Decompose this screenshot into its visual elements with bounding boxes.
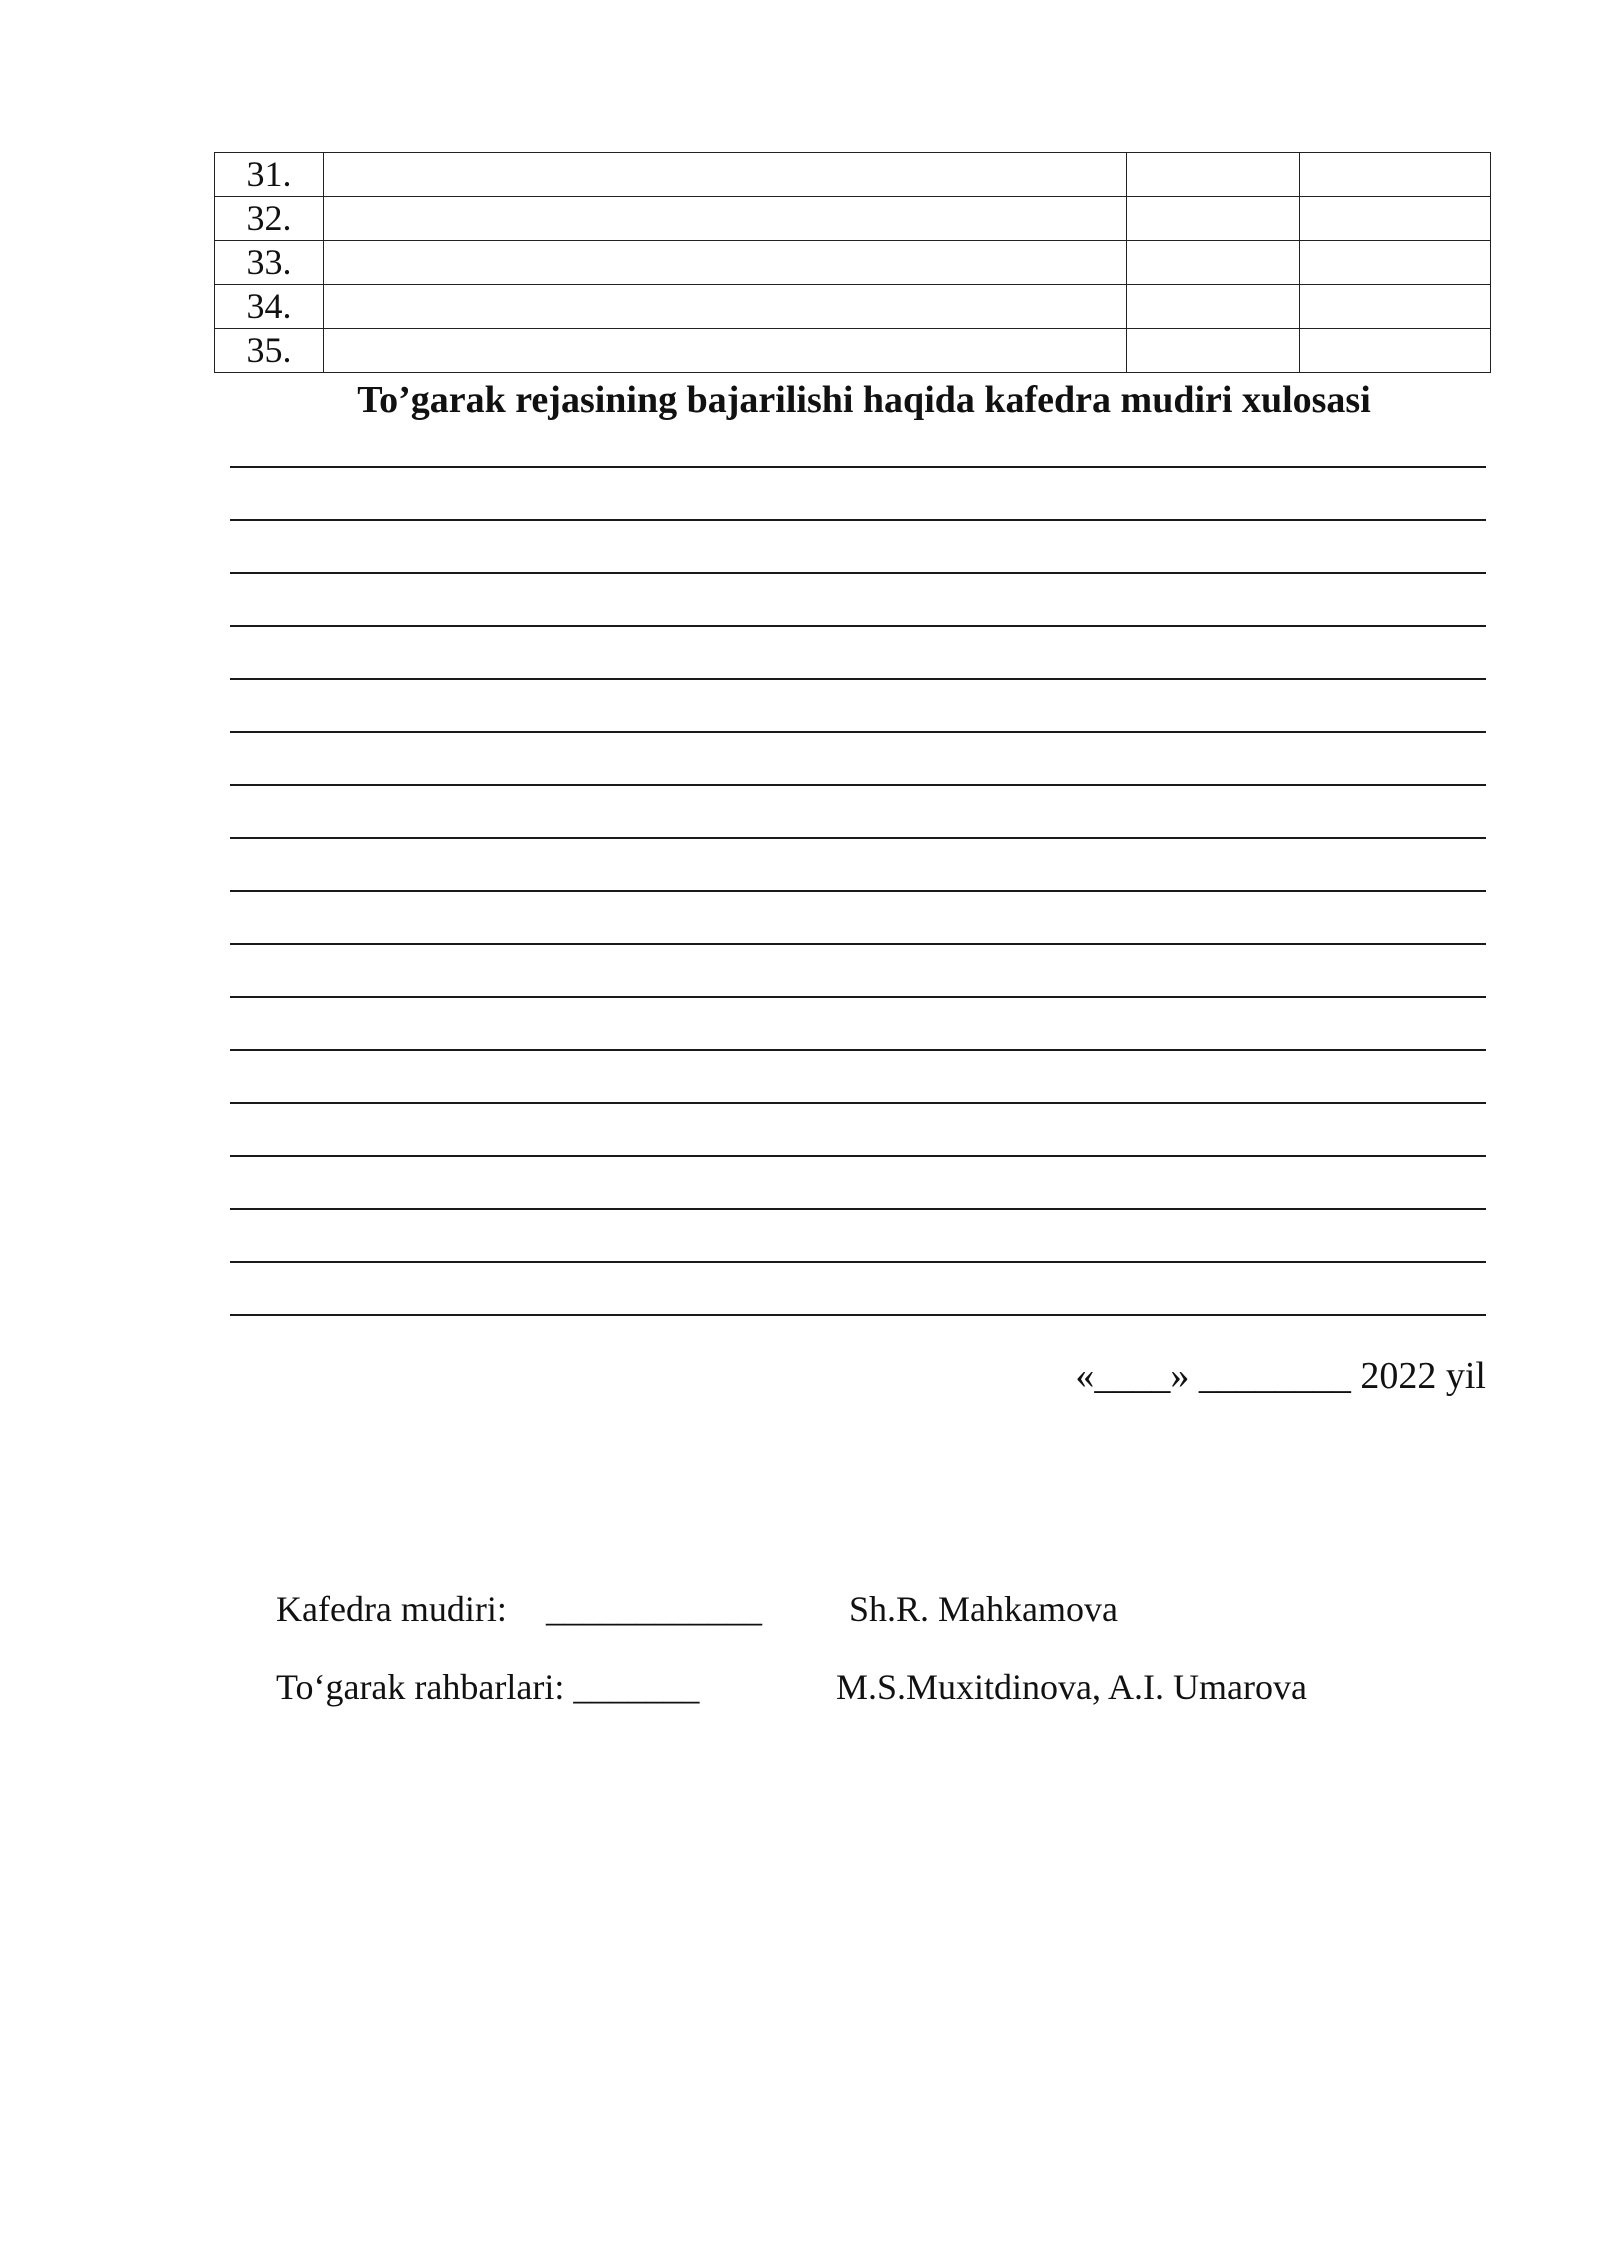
- table-cell: [1127, 153, 1300, 197]
- table-cell: [1300, 153, 1491, 197]
- table-cell: [1127, 329, 1300, 373]
- row-number: 31.: [215, 153, 324, 197]
- writing-line: [230, 519, 1486, 572]
- date-line: «____» ________ 2022 yil: [1075, 1355, 1486, 1397]
- table-cell: [1127, 285, 1300, 329]
- table-row: [215, 197, 1491, 241]
- table-cell: [1300, 329, 1491, 373]
- writing-lines: [230, 466, 1486, 1367]
- writing-line: [230, 943, 1486, 996]
- table-cell: [324, 285, 1127, 329]
- table-row: [215, 329, 1491, 373]
- table-cell: [324, 197, 1127, 241]
- head-of-department-label: Kafedra mudiri:: [276, 1589, 507, 1629]
- conclusion-heading: To’garak rejasining bajarilishi haqida kafedra mudiri xulosasi: [357, 379, 1371, 421]
- table-cell: [324, 153, 1127, 197]
- writing-line: [230, 678, 1486, 731]
- writing-line: [230, 890, 1486, 943]
- writing-line: [230, 784, 1486, 837]
- writing-line: [230, 466, 1486, 519]
- table-cell: [1127, 197, 1300, 241]
- table-cell: [324, 329, 1127, 373]
- table-row: [215, 285, 1491, 329]
- table-cell: [1300, 197, 1491, 241]
- row-number: 35.: [215, 329, 324, 373]
- writing-line: [230, 572, 1486, 625]
- writing-line: [230, 625, 1486, 678]
- writing-line: [230, 1049, 1486, 1102]
- row-number: 32.: [215, 197, 324, 241]
- club-leaders-names: M.S.Muxitdinova, A.I. Umarova: [836, 1667, 1307, 1707]
- table-cell: [1300, 241, 1491, 285]
- writing-line: [230, 837, 1486, 890]
- row-number: 34.: [215, 285, 324, 329]
- table-row: [215, 241, 1491, 285]
- writing-line: [230, 731, 1486, 784]
- writing-line: [230, 1155, 1486, 1208]
- writing-line: [230, 1261, 1486, 1314]
- table-row: [215, 153, 1491, 197]
- writing-line: [230, 1102, 1486, 1155]
- club-leaders-label: To‘garak rahbarlari: _______: [276, 1667, 700, 1707]
- row-number: 33.: [215, 241, 324, 285]
- head-signature-blank: ____________: [546, 1589, 762, 1629]
- plan-table: [214, 152, 1491, 373]
- writing-line: [230, 996, 1486, 1049]
- table-cell: [1300, 285, 1491, 329]
- table-cell: [324, 241, 1127, 285]
- writing-line: [230, 1208, 1486, 1261]
- table-cell: [1127, 241, 1300, 285]
- head-of-department-name: Sh.R. Mahkamova: [849, 1589, 1118, 1629]
